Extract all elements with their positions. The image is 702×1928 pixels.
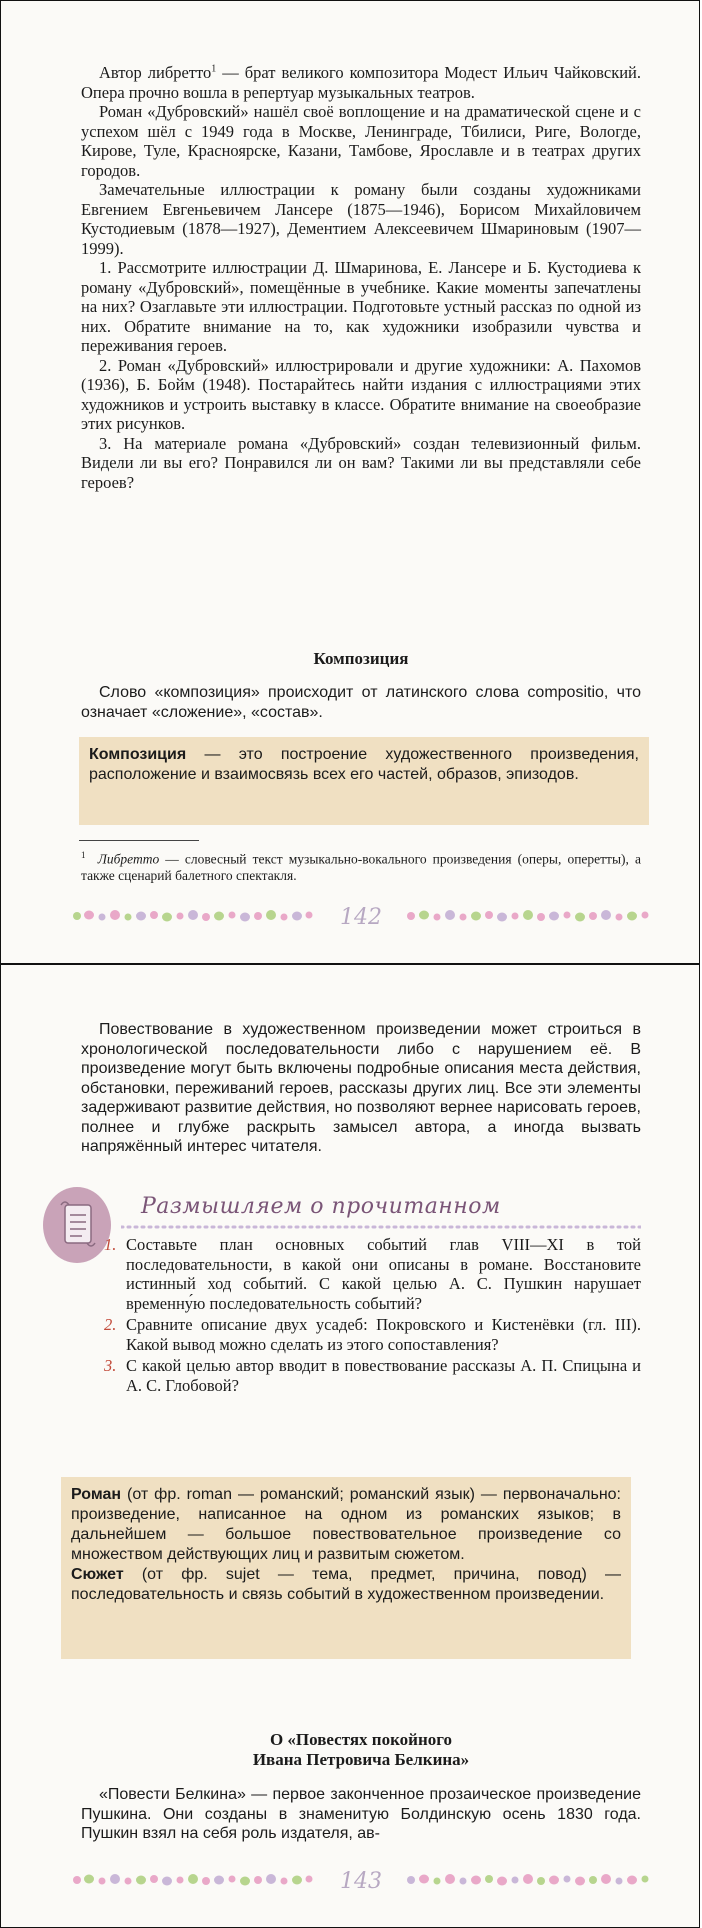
definition-box-composition: Композиция — это построение художественного произведения, расположение и взаимосвязь всех его частей, образов, эпизодов.	[79, 737, 649, 825]
ornament-dots-right	[407, 1874, 649, 1886]
belkin-body: «Повести Белкина» — первое законченное прозаическое произведение Пушкина. Они созданы в знаменитую Болдинскую осень 1830 года. Пушкин взял на себя роль издателя, ав-	[81, 1786, 641, 1842]
question-2-number: 2.	[104, 1315, 117, 1334]
heading-belkin-line1: О «Повестях покойного	[269, 1730, 453, 1749]
question-2: 2. Сравните описание двух усадеб: Покровского и Кистенёвки (гл. III). Какой вывод можно сделать из этого сопоставления?	[104, 1315, 641, 1354]
scroll-icon	[41, 1185, 113, 1265]
footnote-marker[interactable]: 1	[211, 63, 217, 75]
task-2: 2. Роман «Дубровский» иллюстрировали и другие художники: А. Пахомов (1936), Б. Бойм (1948). Постарайтесь найти издания с иллюстрациями этих художников и устроить выставку в классе. Обратите внимание на своеобразие этих рисунков.	[81, 355, 641, 433]
question-1: 1. Составьте план основных событий глав VIII—XI в той последовательности, в какой они описаны в романе. Восстановите истинный ход событий. С какой целью А. С. Пушкин нарушает временну́ю последовательность событий?	[104, 1235, 641, 1313]
reflect-dotted-line	[121, 1223, 641, 1231]
heading-belkin-line2: Ивана Петровича Белкина»	[252, 1750, 470, 1769]
question-3-number: 3.	[104, 1356, 117, 1375]
paragraph-illustrations: Замечательные иллюстрации к роману были созданы художниками Евгением Евгеньевичем Лансере (1875—1946), Борисом Михайловичем Кустодиевым (1878—1927), Дементием Алексеевичем Шмариновым (1907—1999).	[81, 180, 641, 258]
narration-intro: Повествование в художественном произведении может строиться в хронологической последовательности либо с нарушением её. В произведение могут быть включены подробные описания места действия, обстановки, переживаний героев, рассказы других лиц. Все эти элементы задерживают развитие действия, но позволяют вернее нарисовать героев, полнее и глубже раскрыть замысел автора, а иногда вызвать напряжённый интерес читателя.	[81, 1021, 641, 1155]
page-143	[0, 964, 700, 1928]
definition-box-novel-plot	[61, 1477, 631, 1659]
paragraph-theatre: Роман «Дубровский» нашёл своё воплощение и на драматической сцене и с успехом шёл с 1949 года в Москве, Ленинграде, Тбилиси, Риге, Вологде, Кирове, Туле, Красноярске, Казани, Тамбове, Ярославле и в театрах других городов.	[81, 102, 641, 180]
footnote-rule	[79, 840, 199, 841]
reflect-title: Размышляем о прочитанном	[141, 1194, 501, 1219]
question-3: 3. С какой целью автор вводит в повествование рассказы А. П. Спицына и А. С. Глобовой?	[104, 1356, 641, 1395]
page-142	[0, 0, 700, 964]
ornament-dots-right	[407, 910, 649, 922]
paragraph-libretto: Автор либретто$^1$ — брат великого композитора Модест Ильич Чайковский. Опера прочно вошла в репертуар музыкальных театров.	[81, 63, 642, 102]
task-1: 1. Рассмотрите иллюстрации Д. Шмаринова, Е. Лансере и Б. Кустодиева к роману «Дубровский», помещённые в учебнике. Какие моменты запечатлены на них? Озаглавьте эти иллюстрации. Подготовьте устный рассказ по одной из них. Обратите внимание на то, как художники изобразили чувства и переживания героев.	[81, 258, 641, 355]
term-plot: Сюжет	[71, 1566, 124, 1583]
question-list	[104, 1235, 641, 1397]
page-number-143: 143	[340, 1869, 382, 1892]
heading-composition: Композиция	[313, 649, 409, 668]
definition-novel: Роман (от фр. roman — романский; романский язык) — первоначально: произведение, написанное на одном из романских языков; в дальнейшем — большое повествовательное произведение со множеством действующих лиц и развитым сюжетом.	[71, 1486, 621, 1563]
term-composition: Композиция	[89, 746, 187, 763]
definition-plot: Сюжет (от фр. sujet — тема, предмет, причина, повод) — последовательность и связь событий в художественном произведении.	[71, 1566, 621, 1603]
page-ornament	[71, 904, 651, 928]
ornament-dots-left	[73, 1874, 313, 1886]
term-novel: Роман	[71, 1486, 122, 1503]
composition-intro: Слово «композиция» происходит от латинского слова compositio, что означает «сложение», «состав».	[81, 684, 641, 721]
page-ornament	[71, 1868, 651, 1892]
ornament-dots-left	[73, 910, 313, 922]
page-142-text	[81, 63, 641, 492]
footnote-libretto: $^1$ Либретто — словесный текст музыкально-вокального произведения (оперы, оперетты), а также сценарий балетного спектакля.	[81, 850, 641, 883]
page-number-142: 142	[340, 905, 382, 928]
task-3: 3. На материале романа «Дубровский» создан телевизионный фильм. Видели ли вы его? Понравился ли он вам? Такими ли вы представляли себе героев?	[81, 433, 641, 492]
question-1-number: 1.	[104, 1235, 117, 1254]
